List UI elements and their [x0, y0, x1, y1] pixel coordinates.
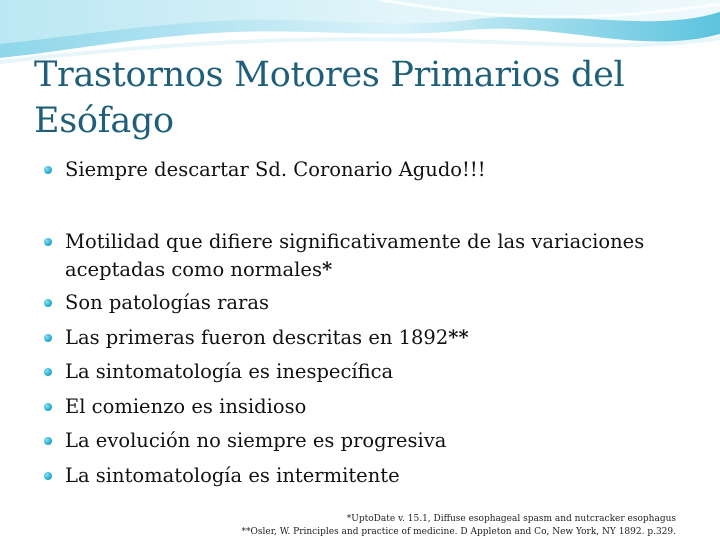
bullet-dot-icon	[44, 238, 52, 246]
bullet-text: Las primeras fueron descritas en 1892**	[65, 326, 469, 349]
footnote-marker: **	[448, 326, 469, 349]
bullet-text: La sintomatología es inespecífica	[65, 360, 394, 383]
bullet-text: La sintomatología es intermitente	[65, 464, 400, 487]
footnote-marker: *	[321, 258, 333, 281]
bullet-text: El comienzo es insidioso	[65, 395, 307, 418]
bullet-item	[44, 156, 684, 184]
bullet-item	[44, 228, 684, 284]
bullet-item	[44, 324, 684, 352]
bullet-text: Siempre descartar Sd. Coronario Agudo!!!	[65, 158, 486, 181]
bullet-dot-icon	[44, 403, 52, 411]
bullet-item	[44, 358, 684, 386]
footnote-2: **Osler, W. Principles and practice of medicine. D Appleton and Co, New York, NY 1892. p.329.	[241, 527, 676, 537]
bullet-text: Son patologías raras	[65, 291, 269, 314]
slide-title	[34, 52, 694, 144]
bullet-dot-icon	[44, 299, 52, 307]
bullet-text: Motilidad que difiere significativamente de las variaciones aceptadas como normales*	[65, 230, 645, 281]
slide-title-line-1: Trastornos Motores Primarios del	[34, 55, 625, 95]
slide-title-line-2: Esófago	[34, 101, 174, 141]
bullet-dot-icon	[44, 166, 52, 174]
bullet-dot-icon	[44, 472, 52, 480]
bullet-dot-icon	[44, 334, 52, 342]
bullet-dot-icon	[44, 437, 52, 445]
bullet-item	[44, 393, 684, 421]
bullet-item	[44, 427, 684, 455]
footnote-1: *UptoDate v. 15.1, Diffuse esophageal spasm and nutcracker esophagus	[346, 514, 676, 524]
bullet-item	[44, 289, 684, 317]
bullet-item	[44, 462, 684, 490]
bullet-text: La evolución no siempre es progresiva	[65, 429, 447, 452]
bullet-dot-icon	[44, 368, 52, 376]
footnotes	[156, 513, 676, 539]
